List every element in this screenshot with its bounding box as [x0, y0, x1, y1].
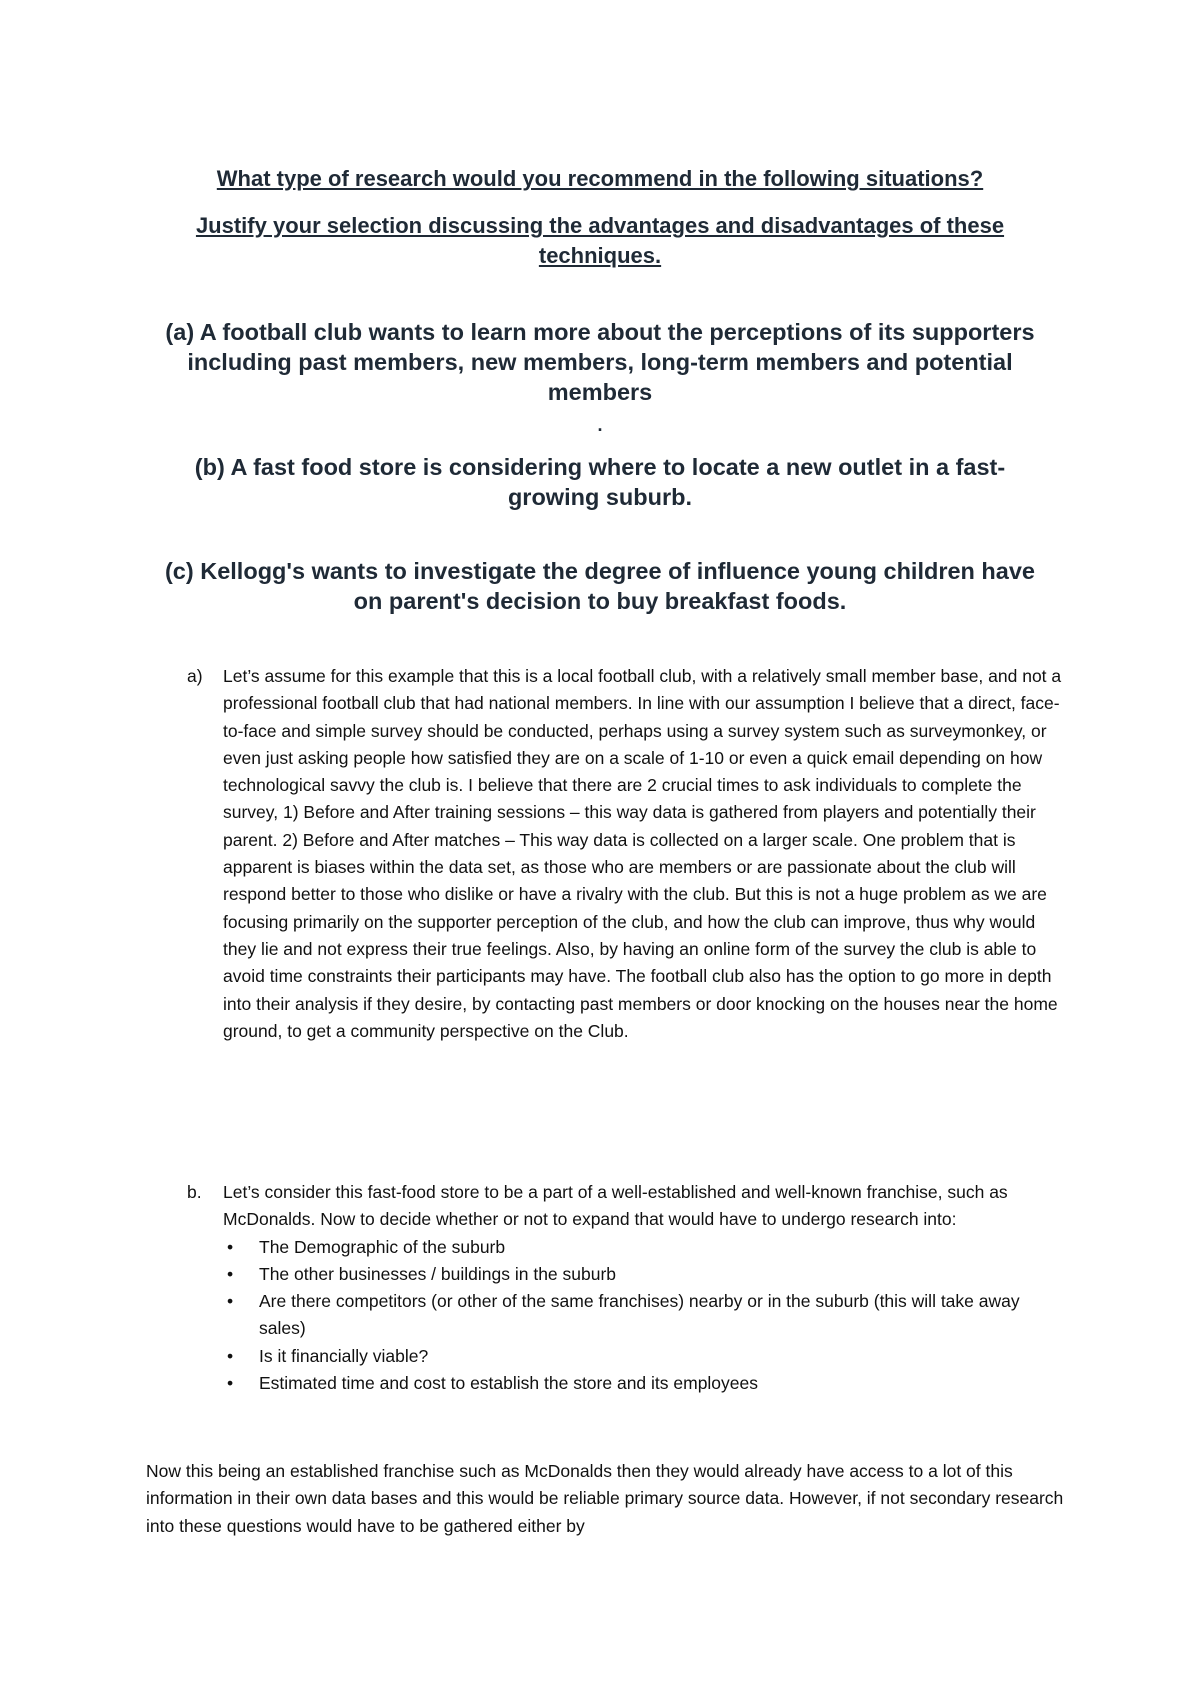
list-item	[223, 1288, 1067, 1343]
scenario-b: (b) A fast food store is considering where to locate a new outlet in a fast-growing suburb.	[194, 454, 1006, 510]
answer-b-marker: b.	[187, 1182, 202, 1202]
list-item	[223, 1261, 1067, 1288]
list-item-text: Is it financially viable?	[259, 1345, 429, 1366]
list-item-text: Are there competitors (or other of the same franchises) nearby or in the suburb (this will take away sales)	[259, 1291, 1020, 1339]
question-instruction: Justify your selection discussing the advantages and disadvantages of these techniques.	[195, 213, 1005, 268]
list-item-text: The Demographic of the suburb	[259, 1236, 506, 1257]
answer-a-text: Let’s assume for this example that this is a local football club, with a relatively small member base, and not a professional football club that had national members. In line with our assumption I believe that a direct, face-to-face and simple survey should be conducted, perhaps using a survey system such as surveymonkey, or even just asking people how satisfied they are on a scale of 1-10 or even a quick email depending on how technological savvy the club is. I believe that there are 2 crucial times to ask individuals to complete the survey, 1) Before and After training sessions – this way data is gathered from players and potentially their parent. 2) Before and After matches – This way data is collected on a larger scale. One problem that is apparent is biases within the data set, as those who are members or are passionate about the club will respond better to those who dislike or have a rivalry with the club. But this is not a huge problem as we are focusing primarily on the supporter perception of the club, and how the club can improve, thus why would they lie and not express their true feelings. Also, by having an online form of the survey the club is able to avoid time constraints their participants may have. The football club also has the option to go more in depth into their analysis if they desire, by contacting past members or door knocking on the houses near the home ground, to get a community perspective on the Club.	[223, 666, 1062, 1041]
scenario-separator: .	[597, 415, 603, 435]
list-item-text: Estimated time and cost to establish the store and its employees	[259, 1373, 759, 1394]
list-item	[223, 1343, 1067, 1370]
answer-b-text: Let’s consider this fast-food store to be a part of a well-established and well-known franchise, such as McDonalds. Now to decide whether or not to expand that would have to undergo research into:	[223, 1182, 1008, 1230]
bullet-icon: •	[227, 1236, 234, 1257]
question-title: What type of research would you recommend in the following situations?	[216, 166, 984, 191]
list-item	[223, 1234, 1067, 1261]
answer-b	[187, 1179, 1067, 1397]
research-topic-list	[223, 1234, 1067, 1398]
scenario-c: (c) Kellogg's wants to investigate the degree of influence young children have on parent's decision to buy breakfast foods.	[164, 558, 1036, 614]
bullet-icon: •	[227, 1373, 234, 1394]
bullet-icon: •	[227, 1345, 234, 1366]
bullet-icon: •	[227, 1263, 234, 1284]
scenario-a: (a) A football club wants to learn more about the perceptions of its supporters including past members, new members, long-term members and potential members	[165, 319, 1035, 405]
answer-a	[187, 663, 1067, 1045]
closing-paragraph: Now this being an established franchise such as McDonalds then they would already have access to a lot of this information in their own data bases and this would be reliable primary source data. However, if not secondary research into these questions would have to be gathered either by	[146, 1461, 1064, 1536]
list-item	[223, 1370, 1067, 1397]
answer-a-marker: a)	[187, 666, 203, 686]
list-item-text: The other businesses / buildings in the suburb	[259, 1263, 617, 1284]
bullet-icon: •	[227, 1291, 234, 1312]
